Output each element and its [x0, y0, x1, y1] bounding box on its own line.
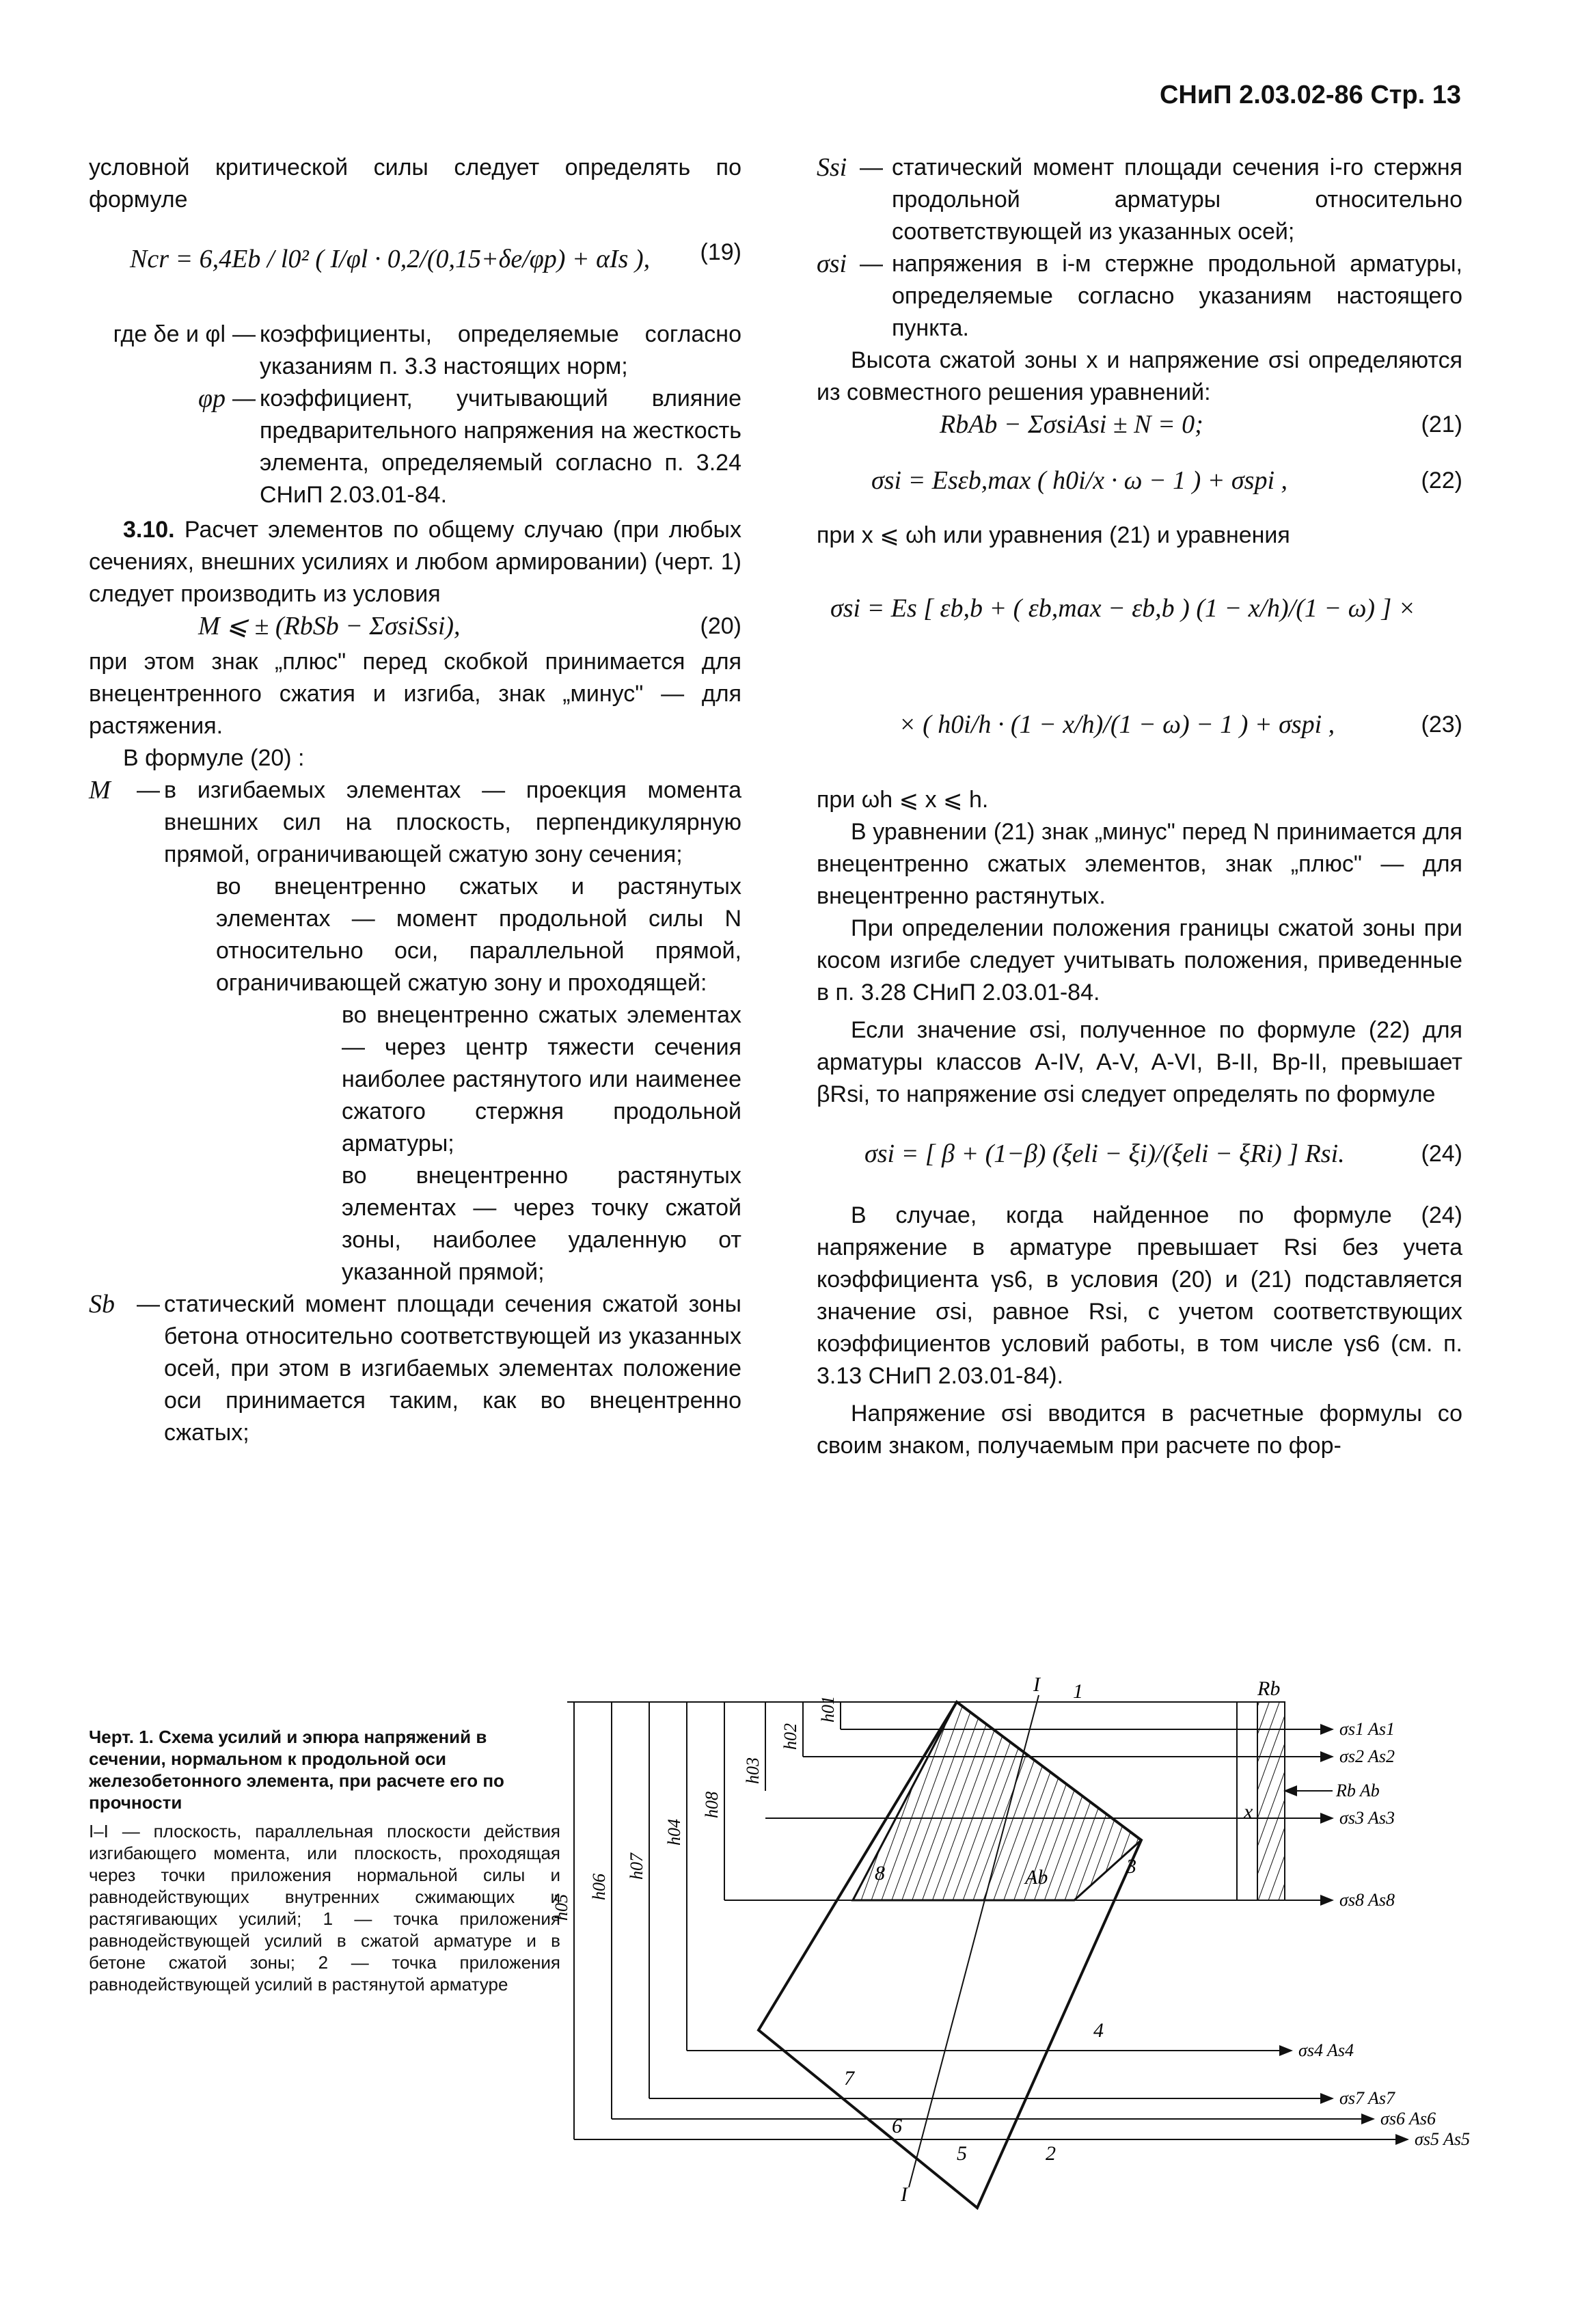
- formula-19-body: Ncr = 6,4Eb / l0² ( I/φl · 0,2/(0,15+δe/φp) + αIs ),: [130, 245, 651, 273]
- dimension-label: h03: [743, 1757, 763, 1784]
- label-2: 2: [1046, 2142, 1056, 2165]
- def-sigma-si-symbol: σsi: [817, 249, 847, 278]
- def-delta-phi: [89, 319, 741, 383]
- def-M-text-3: во внецентренно сжатых элементах — через центр тяжести сечения наиболее растянутого или наименее сжатого стержня продольной арматуры;: [342, 1002, 741, 1157]
- formula-23b: [817, 668, 1462, 784]
- paragraph-in-formula: В формуле (20) :: [123, 745, 305, 771]
- force-label: σs4 As4: [1298, 2040, 1354, 2060]
- paragraph-case: В случае, когда найденное по формуле (24) напряжение в арматуре превышает Rsi без учета коэффициента γs6, в условия (20) и (21) подставляется значение σsi, равное Rsi, с учетом соответствующих коэффициентов условий работы, в том числе γs6 (см. п. 3.13 СНиП 2.03.01-84).: [817, 1202, 1462, 1389]
- paragraph-height: Высота сжатой зоны x и напряжение σsi определяются из совместного решения уравнений:: [817, 347, 1462, 405]
- dimension-label: h05: [551, 1894, 571, 1921]
- def-Ssi: [817, 152, 1462, 248]
- dimension-label: h07: [627, 1853, 646, 1880]
- label-I-top: I: [1033, 1673, 1040, 1696]
- formula-22-number: (22): [1421, 468, 1462, 494]
- label-1: 1: [1073, 1680, 1083, 1703]
- def-Ssi-text: статический момент площади сечения i-го стержня продольной арматуры относительно соответствующей из указанных осей;: [892, 154, 1462, 245]
- label-I-bottom: I: [901, 2183, 908, 2206]
- formula-24: [817, 1111, 1462, 1200]
- section-3-10: [89, 514, 741, 610]
- figure-caption-title: Черт. 1. Схема усилий и эпюра напряжений в сечении, нормальном к продольной оси железобетонного элемента, при расчете его по прочности: [89, 1727, 504, 1813]
- label-Ab: Ab: [1025, 1866, 1048, 1889]
- def-M-text-2: во внецентренно сжатых и растянутых элементах — момент продольной силы N относительно оси, параллельной прямой, ограничивающей сжатую зону и проходящей:: [216, 874, 741, 996]
- right-column: [817, 152, 1462, 1462]
- force-label: σs5 As5: [1415, 2129, 1470, 2149]
- paragraph-when: при x ⩽ ωh или уравнения (21) и уравнения: [817, 522, 1290, 548]
- force-label: σs7 As7: [1339, 2088, 1395, 2108]
- force-label: σs8 As8: [1339, 1890, 1395, 1910]
- dimension-label: h06: [589, 1874, 609, 1900]
- label-8: 8: [875, 1862, 885, 1884]
- formula-21-body: RbAb − ΣσsiAsi ± N = 0;: [940, 410, 1203, 439]
- dash: —: [860, 154, 883, 180]
- def-M-symbol: M: [89, 776, 111, 805]
- formula-19-number: (19): [700, 239, 741, 265]
- dimension-label: h04: [664, 1819, 684, 1846]
- def-Sb: [89, 1288, 741, 1449]
- paragraph-eq21: В уравнении (21) знак „минус" перед N принимается для внецентренно сжатых элементов, знак „плюс" — для внецентренно растянутых.: [817, 819, 1462, 909]
- def-M-text-1: в изгибаемых элементах — проекция момента внешних сил на плоскость, перпендикулярную прямой, ограничивающей сжатую зону сечения;: [164, 777, 741, 867]
- dash: —: [137, 1291, 160, 1317]
- force-labels: [1298, 1719, 1470, 2149]
- dash: —: [137, 777, 160, 803]
- def-M: [89, 774, 741, 871]
- label-4: 4: [1093, 2019, 1104, 2042]
- label-3: 3: [1126, 1855, 1136, 1878]
- force-label: σs6 As6: [1380, 2109, 1436, 2129]
- def-Sb-symbol: Sb: [89, 1290, 115, 1319]
- formula-21: [817, 409, 1462, 444]
- figure-caption-description: I–I — плоскость, параллельная плоскости действия изгибающего момента, или плоскость, проходящая через точки приложения нормальной силы и равнодействующих внутренних сжимающих и растягивающих усилий; 1 — точка приложения равнодействующей усилий в сжатой арматуре и в бетоне сжатой зоны; 2 — точка приложения равнодействующей усилий в растянутой арматуре: [89, 1821, 560, 1995]
- def-phi-p-text: коэффициент, учитывающий влияние предварительного напряжения на жесткость элемента, определяемый согласно п. 3.24 СНиП 2.03.01-84.: [260, 386, 741, 508]
- def-phi-p-symbol: φp: [197, 384, 226, 413]
- paragraph-range: при ωh ⩽ x ⩽ h.: [817, 787, 989, 813]
- formula-24-body: σsi = [ β + (1−β) (ξeli − ξi)/(ξeli − ξRi) ] Rsi.: [864, 1139, 1345, 1168]
- force-label: σs3 As3: [1339, 1808, 1395, 1828]
- def-Sb-text: статический момент площади сечения сжатой зоны бетона относительно соответствующей из указанных осей, при этом в изгибаемых элементах положение оси принимается таким, как во внецентренно сжатых;: [164, 1291, 741, 1446]
- paragraph-sign: при этом знак „плюс" перед скобкой принимается для внецентренного сжатия и изгиба, знак „минус" — для растяжения.: [89, 649, 741, 739]
- def-delta-phi-symbol: где δe и φl: [113, 321, 226, 347]
- paragraph-last: Напряжение σsi вводится в расчетные формулы со своим знаком, получаемым при расчете по фор-: [817, 1401, 1462, 1459]
- page-header: СНиП 2.03.02-86 Стр. 13: [1159, 81, 1461, 109]
- force-label: σs1 As1: [1339, 1719, 1395, 1739]
- def-M-text-4: во внецентренно растянутых элементах — через точку сжатой зоны, наиболее удаленную от указанной прямой;: [342, 1163, 741, 1285]
- def-phi-p: [89, 383, 741, 511]
- formula-22: [817, 444, 1462, 519]
- label-7: 7: [844, 2067, 854, 2090]
- dash: —: [232, 386, 256, 411]
- formula-23-number: (23): [1421, 712, 1462, 738]
- label-x: x: [1244, 1800, 1253, 1823]
- figure-caption: [89, 1726, 560, 1995]
- label-Rb: Rb: [1257, 1677, 1281, 1700]
- formula-20-body: M ⩽ ± (RbSb − ΣσsiSsi),: [198, 612, 461, 640]
- paragraph-intro: условной критической силы следует определять по формуле: [89, 154, 741, 213]
- dash: —: [232, 321, 256, 347]
- left-column: [89, 152, 741, 1449]
- formula-20: [89, 610, 741, 646]
- formula-23b-body: × ( h0i/h · (1 − x/h)/(1 − ω) − 1 ) + σspi ,: [899, 710, 1335, 739]
- force-label: Rb Ab: [1336, 1781, 1380, 1800]
- formula-21-number: (21): [1421, 411, 1462, 437]
- figure-stress-diagram: [551, 1673, 1510, 2206]
- label-5: 5: [957, 2142, 967, 2165]
- formula-19: [89, 216, 741, 319]
- formula-22-body: σsi = Esεb,max ( h0i/x · ω − 1 ) + σspi ,: [871, 466, 1288, 495]
- section-3-10-number: 3.10.: [123, 517, 175, 543]
- paragraph-if: Если значение σsi, полученное по формуле (22) для арматуры классов A-IV, A-V, A-VI, B-II, Bp-II, превышает βRsi, то напряжение σsi следует определять по формуле: [817, 1017, 1462, 1107]
- dash: —: [860, 251, 883, 277]
- dimension-label: h01: [818, 1696, 838, 1722]
- formula-24-number: (24): [1421, 1141, 1462, 1167]
- formula-20-number: (20): [700, 613, 741, 639]
- section-3-10-text: Расчет элементов по общему случаю (при любых сечениях, внешних усилиях и любом армировании) (черт. 1) следует производить из условия: [89, 517, 741, 607]
- formula-23a: [817, 552, 1462, 668]
- dimension-lines: [574, 1702, 1237, 2139]
- def-delta-phi-text: коэффициенты, определяемые согласно указаниям п. 3.3 настоящих норм;: [260, 321, 741, 379]
- stress-block: [1257, 1702, 1285, 1900]
- force-label: σs2 As2: [1339, 1746, 1395, 1766]
- label-6: 6: [892, 2115, 902, 2137]
- def-sigma-si-text: напряжения в i-м стержне продольной арматуры, определяемые согласно указаниям настоящего пункта.: [892, 251, 1462, 341]
- dimension-label: h08: [702, 1792, 722, 1818]
- def-Ssi-symbol: Ssi: [817, 153, 847, 182]
- dimension-label: h02: [780, 1723, 800, 1750]
- def-sigma-si: [817, 248, 1462, 344]
- paragraph-oblique: При определении положения границы сжатой зоны при косом изгибе следует учитывать положения, приведенные в п. 3.28 СНиП 2.03.01-84.: [817, 915, 1462, 1005]
- formula-23a-body: σsi = Es [ εb,b + ( εb,max − εb,b ) (1 − x/h)/(1 − ω) ] ×: [830, 594, 1416, 623]
- dimension-labels: [551, 1696, 838, 1921]
